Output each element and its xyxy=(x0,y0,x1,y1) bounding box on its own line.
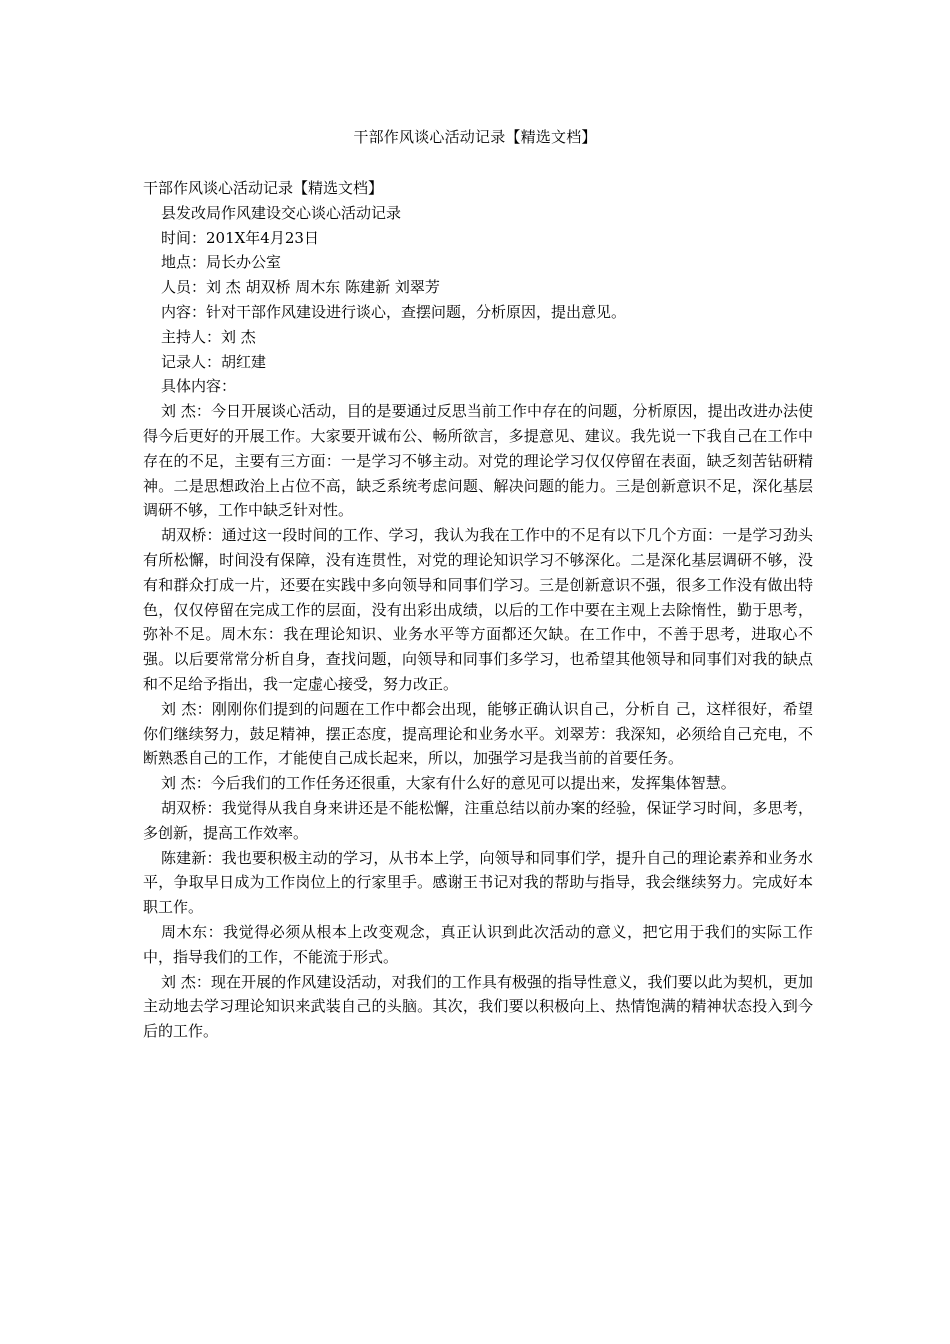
document-body xyxy=(143,176,813,1044)
record-host: 主持人：刘 杰 xyxy=(161,327,256,346)
record-attendees: 人员：刘 杰 胡双桥 周木东 陈建新 刘翠芳 xyxy=(161,278,440,297)
document-heading: 干部作风谈心活动记录【精选文档】 xyxy=(143,179,384,197)
record-details-label: 具体内容： xyxy=(161,377,237,396)
record-time: 时间：201X年4月23日 xyxy=(161,228,319,247)
speech-paragraph: 胡双桥：通过这一段时间的工作、学习，我认为我在工作中的不足有以下几个方面：一是学习劲头有所松懈，时间没有保障，没有连贯性，对党的理论知识学习不够深化。二是深化基层调研不够，没有和群众打成一片，还要在实践中多向领导和同事们学习。三是创新意识不强，很多工作没有做出特色，仅仅停留在完成工作的层面，没有出彩出成绩，以后的工作中要在主观上去除惰性，勤于思考，弥补不足。周木东：我在理论知识、业务水平等方面都还欠缺。在工作中，不善于思考，进取心不强。以后要常常分析自身，查找问题，向领导和同事们多学习，也希望其他领导和同事们对我的缺点和不足给予指出，我一定虚心接受，努力改正。 xyxy=(143,526,813,693)
record-subtitle: 县发改局作风建设交心谈心活动记录 xyxy=(161,203,402,222)
record-recorder: 记录人：胡红建 xyxy=(161,352,267,371)
record-place: 地点：局长办公室 xyxy=(161,253,282,272)
speech-paragraph: 刘 杰：现在开展的作风建设活动，对我们的工作具有极强的指导性意义，我们要以此为契机，更加主动地去学习理论知识来武装自己的头脑。其次，我们要以积极向上、热情饱满的精神状态投入到今后的工作。 xyxy=(143,972,813,1041)
speech-paragraph: 周木东：我觉得必须从根本上改变观念，真正认识到此次活动的意义，把它用于我们的实际工作中，指导我们的工作，不能流于形式。 xyxy=(143,922,813,966)
speech-paragraph: 刘 杰：今后我们的工作任务还很重，大家有什么好的意见可以提出来，发挥集体智慧。 xyxy=(161,774,736,793)
speech-paragraph: 刘 杰：今日开展谈心活动，目的是要通过反思当前工作中存在的问题，分析原因，提出改进办法使得今后更好的开展工作。大家要开诚布公、畅所欲言，多提意见、建议。我先说一下我自己在工作中存在的不足，主要有三方面：一是学习不够主动。对党的理论学习仅仅停留在表面，缺乏刻苦钻研精神。二是思想政治上占位不高，缺乏系统考虑问题、解决问题的能力。三是创新意识不足，深化基层调研不够，工作中缺乏针对性。 xyxy=(143,402,813,520)
document-title: 干部作风谈心活动记录【精选文档】 xyxy=(353,128,597,146)
speech-paragraph: 刘 杰：刚刚你们提到的问题在工作中都会出现，能够正确认识自己，分析自 己，这样很好，希望你们继续努力，鼓足精神，摆正态度，提高理论和业务水平。刘翠芳：我深知，必须给自己充电，不断熟悉自己的工作，才能使自己成长起来，所以，加强学习是我当前的首要任务。 xyxy=(143,699,813,768)
speech-paragraph: 胡双桥：我觉得从我自身来讲还是不能松懈，注重总结以前办案的经验，保证学习时间，多思考，多创新，提高工作效率。 xyxy=(143,798,813,842)
record-topic: 内容：针对干部作风建设进行谈心，查摆问题，分析原因，提出意见。 xyxy=(161,302,627,321)
speech-paragraph: 陈建新：我也要积极主动的学习，从书本上学，向领导和同事们学，提升自己的理论素养和业务水平，争取早日成为工作岗位上的行家里手。感谢王书记对我的帮助与指导，我会继续努力。完成好本职工作。 xyxy=(143,848,813,917)
